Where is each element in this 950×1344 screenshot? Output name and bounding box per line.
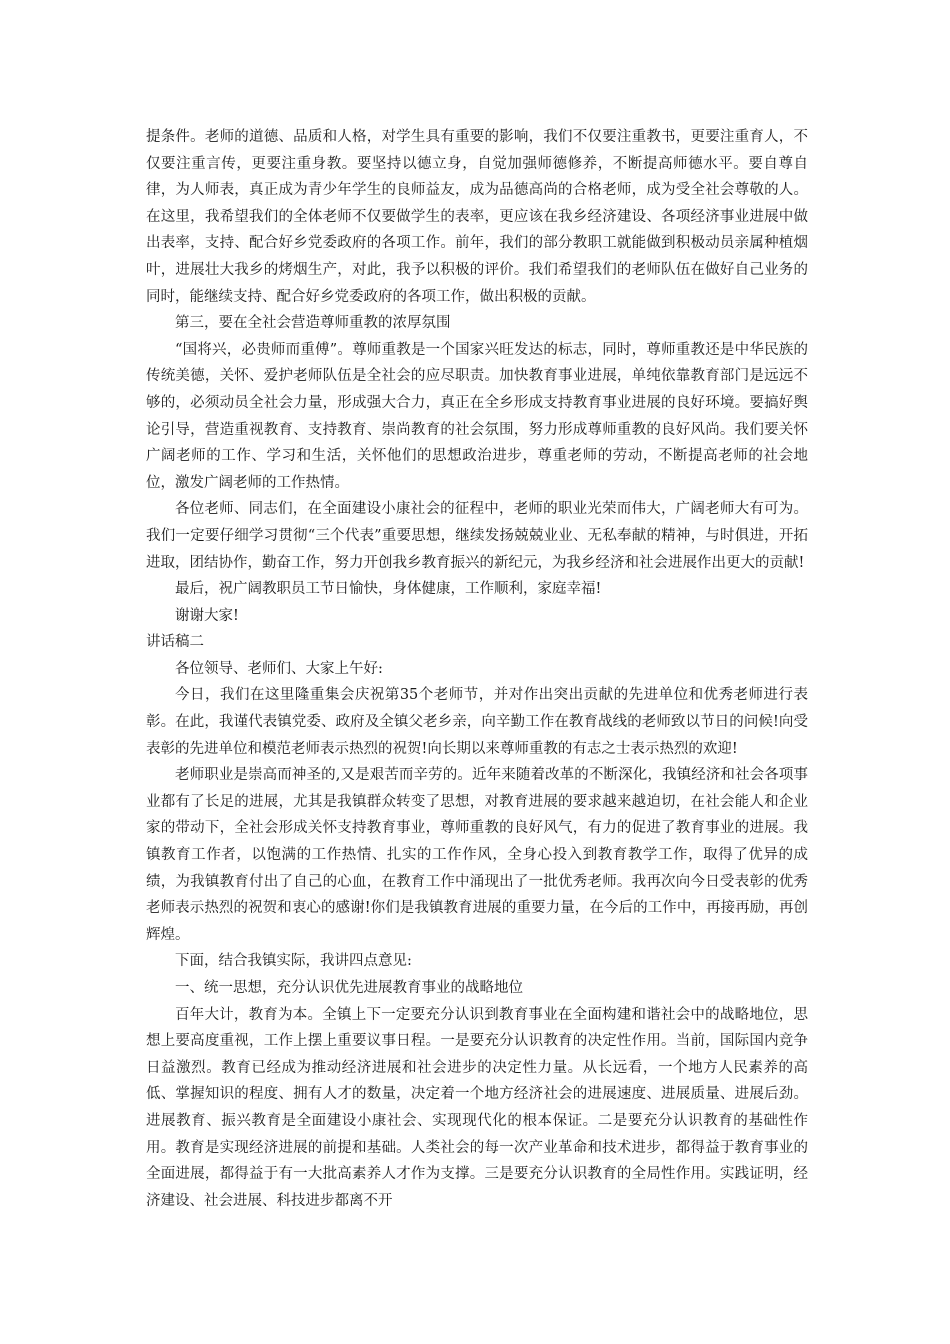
paragraph: 老师职业是崇高而神圣的,又是艰苦而辛劳的。近年来随着改革的不断深化，我镇经济和社会各项事业都有了长足的进展，尤其是我镇群众转变了思想，对教育进展的要求越来越迫切，在社会能人和企业家的带动下，全社会形成关怀支持教育事业，尊师重教的良好风气，有力的促进了教育事业的进展。我镇教育工作者，以饱满的工作热情、扎实的工作作风，全身心投入到教育教学工作，取得了优异的成绩，为我镇教育付出了自己的心血，在教育工作中涌现出了一批优秀老师。我再次向今日受表彰的优秀老师表示热烈的祝贺和衷心的感谢!你们是我镇教育进展的重要力量，在今后的工作中，再接再励，再创辉煌。	[146, 767, 808, 943]
paragraph-continuation: 提条件。老师的道德、品质和人格，对学生具有重要的影响，我们不仅要注重教书，更要注重育人，不仅要注重言传，更要注重身教。要坚持以德立身，自觉加强师德修养，不断提高师德水平。要自尊自律，为人师表，真正成为青少年学生的良师益友，成为品德高尚的合格老师，成为受全社会尊敬的人。在这里，我希望我们的全体老师不仅要做学生的表率，更应该在我乡经济建设、各项经济事业进展中做出表率，支持、配合好乡党委政府的各项工作。前年，我们的部分教职工就能做到积极动员亲属种植烟叶，进展壮大我乡的烤烟生产，对此，我予以积极的评价。我们希望我们的老师队伍在做好自己业务的同时，能继续支持、配合好乡党委政府的各项工作，做出积极的贡献。	[146, 129, 808, 305]
paragraph: 今日，我们在这里隆重集会庆祝第35个老师节，并对作出突出贡献的先进单位和优秀老师进行表彰。在此，我谨代表镇党委、政府及全镇父老乡亲，向辛勤工作在教育战线的老师致以节日的问候!向受表彰的先进单位和模范老师表示热烈的祝贺!向长期以来尊师重教的有志之士表示热烈的欢迎!	[146, 687, 808, 757]
paragraph: “国将兴，必贵师而重傅”。尊师重教是一个国家兴旺发达的标志，同时，尊师重教还是中华民族的传统美德，关怀、爱护老师队伍是全社会的应尽职责。加快教育事业进展，单纯依靠教育部门是远远不够的，必须动员全社会力量，形成强大合力，真正在全乡形成支持教育事业进展的良好环境。要搞好舆论引导，营造重视教育、支持教育、崇尚教育的社会氛围，努力形成尊师重教的良好风尚。我们要关怀广阔老师的工作、学习和生活，关怀他们的思想政治进步，尊重老师的劳动，不断提高老师的社会地位，激发广阔老师的工作热情。	[146, 341, 808, 491]
paragraph: 各位老师、同志们，在全面建设小康社会的征程中，老师的职业光荣而伟大，广阔老师大有可为。我们一定要仔细学习贯彻“三个代表”重要思想，继续发扬兢兢业业、无私奉献的精神，与时俱进，开拓进取，团结协作，勤奋工作，努力开创我乡教育振兴的新纪元，为我乡经济和社会进展作出更大的贡献!	[146, 501, 808, 571]
paragraph-closing-wishes: 最后，祝广阔教职员工节日愉快，身体健康，工作顺利，家庭幸福!	[175, 581, 602, 598]
section-heading-third: 第三，要在全社会营造尊师重教的浓厚氛围	[175, 315, 451, 332]
paragraph-thanks: 谢谢大家!	[175, 607, 239, 624]
section-heading-one: 一、统一思想，充分认识优先进展教育事业的战略地位	[175, 980, 523, 996]
speech-two-title: 讲话稿二	[146, 634, 204, 651]
salutation: 各位领导、老师们、大家上午好:	[175, 660, 383, 677]
paragraph: 百年大计，教育为本。全镇上下一定要充分认识到教育事业在全面构建和谐社会中的战略地位，思想上要高度重视，工作上摆上重要议事日程。一是要充分认识教育的决定性作用。当前，国际国内竞争日益激烈。教育已经成为推动经济进展和社会进步的决定性力量。从长远看，一个地方人民素养的高低、掌握知识的程度、拥有人才的数量，决定着一个地方经济社会的进展速度、进展质量、进展后劲。进展教育、振兴教育是全面建设小康社会、实现现代化的根本保证。二是要充分认识教育的基础性作用。教育是实现经济进展的前提和基础。人类社会的每一次产业革命和技术进步，都得益于教育事业的全面进展，都得益于有一大批高素养人才作为支撑。三是要充分认识教育的全局性作用。实践证明，经济建设、社会进展、科技进步都离不开	[146, 1006, 808, 1209]
document-page	[146, 124, 808, 1214]
paragraph: 下面，结合我镇实际，我讲四点意见:	[175, 953, 412, 970]
